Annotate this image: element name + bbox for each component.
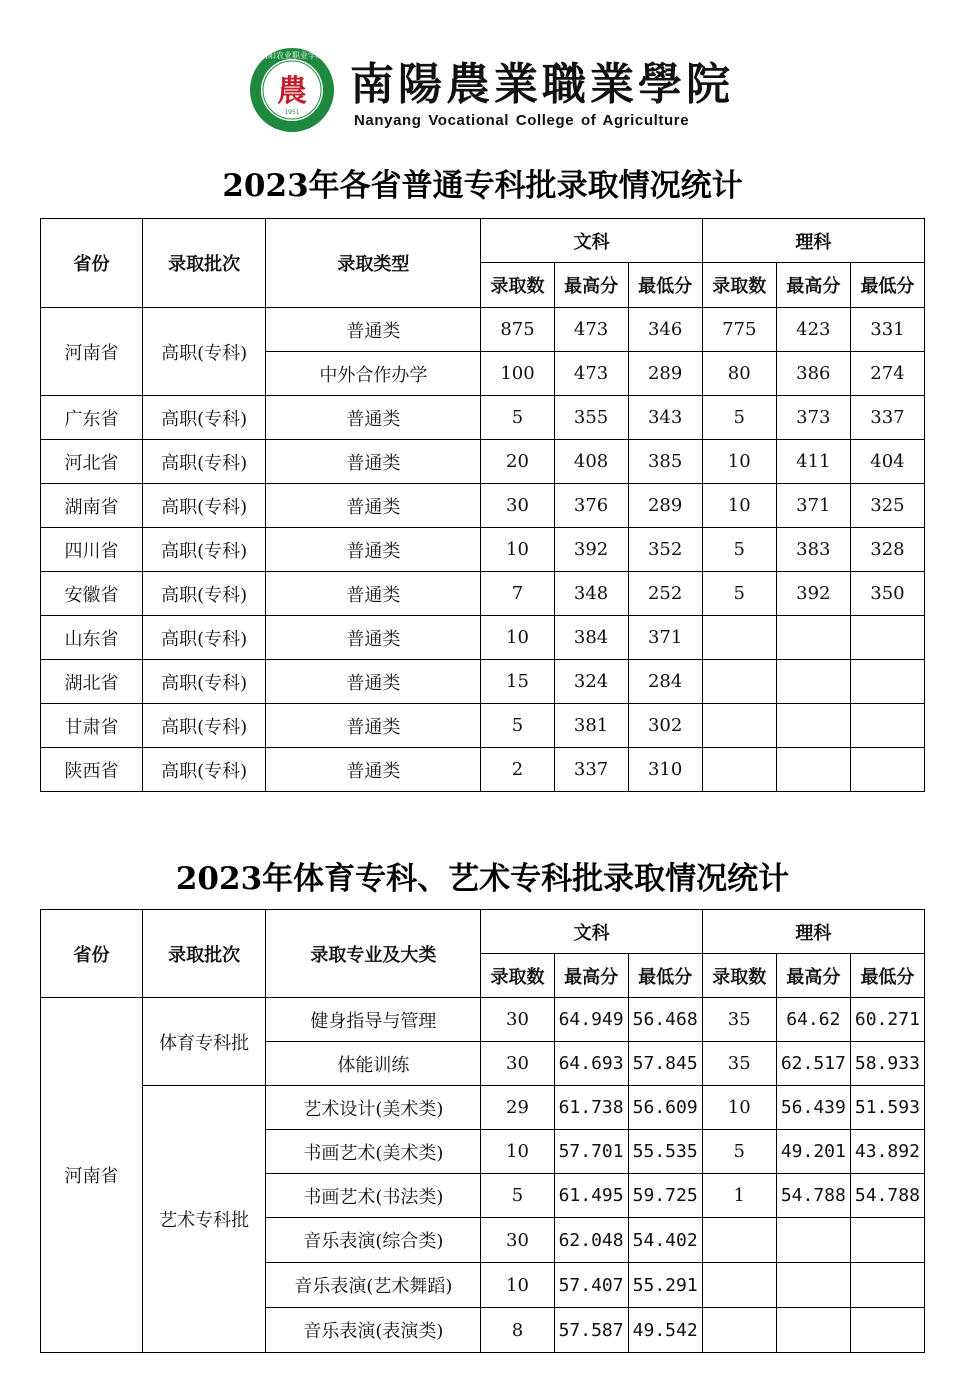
wenke-count-cell: 10	[481, 1130, 554, 1174]
header-wenke-min: 最低分	[628, 954, 702, 998]
type-cell: 普通类	[266, 660, 481, 704]
like-max-cell	[776, 748, 850, 792]
wenke-min-cell: 310	[628, 748, 702, 792]
header-province: 省份	[41, 910, 143, 998]
wenke-count-cell: 7	[481, 572, 554, 616]
like-count-cell	[702, 616, 776, 660]
major-cell: 书画艺术(美术类)	[266, 1130, 481, 1174]
header-like-max: 最高分	[776, 263, 850, 308]
wenke-max-cell: 381	[554, 704, 628, 748]
like-min-cell: 325	[850, 484, 924, 528]
like-count-cell	[702, 1218, 776, 1263]
header-wenke: 文科	[481, 219, 702, 263]
wenke-min-cell: 346	[628, 308, 702, 352]
table-row	[41, 308, 925, 352]
wenke-max-cell: 64.693	[554, 1042, 628, 1086]
like-count-cell: 5	[702, 396, 776, 440]
header-like-min: 最低分	[850, 263, 924, 308]
wenke-count-cell: 2	[481, 748, 554, 792]
province-cell: 安徽省	[41, 572, 143, 616]
like-min-cell: 58.933	[850, 1042, 924, 1086]
province-cell: 甘肃省	[41, 704, 143, 748]
like-min-cell: 60.271	[850, 998, 924, 1042]
like-max-cell	[776, 704, 850, 748]
like-max-cell: 423	[776, 308, 850, 352]
wenke-count-cell: 15	[481, 660, 554, 704]
type-cell: 中外合作办学	[266, 352, 481, 396]
like-min-cell	[850, 616, 924, 660]
like-min-cell	[850, 1263, 924, 1308]
like-count-cell: 775	[702, 308, 776, 352]
wenke-count-cell: 5	[481, 396, 554, 440]
like-max-cell	[776, 660, 850, 704]
wenke-max-cell: 384	[554, 616, 628, 660]
header-wenke-max: 最高分	[554, 263, 628, 308]
wenke-count-cell: 10	[481, 616, 554, 660]
wenke-max-cell: 355	[554, 396, 628, 440]
table-row	[41, 484, 925, 528]
like-max-cell: 371	[776, 484, 850, 528]
table-row	[41, 572, 925, 616]
batch-cell: 高职(专科)	[143, 748, 266, 792]
wenke-min-cell: 55.535	[628, 1130, 702, 1174]
like-count-cell: 35	[702, 998, 776, 1042]
header-like-max: 最高分	[776, 954, 850, 998]
table-row	[41, 748, 925, 792]
wenke-min-cell: 57.845	[628, 1042, 702, 1086]
like-max-cell: 386	[776, 352, 850, 396]
wenke-max-cell: 408	[554, 440, 628, 484]
batch-cell: 艺术专科批	[143, 1086, 266, 1353]
wenke-max-cell: 473	[554, 352, 628, 396]
wenke-count-cell: 29	[481, 1086, 554, 1130]
like-max-cell	[776, 1308, 850, 1353]
header-province: 省份	[41, 219, 143, 308]
table2-title: 2023年体育专科、艺术专科批录取情况统计	[175, 861, 790, 897]
college-header	[248, 46, 734, 138]
like-max-cell: 373	[776, 396, 850, 440]
province-cell: 湖北省	[41, 660, 143, 704]
sports-art-admission-table	[40, 909, 925, 1353]
like-min-cell	[850, 748, 924, 792]
seal-ring-text: 南阳农业职业学院	[260, 51, 324, 60]
province-cell: 陕西省	[41, 748, 143, 792]
header-like-count: 录取数	[702, 954, 776, 998]
wenke-min-cell: 54.402	[628, 1218, 702, 1263]
batch-cell: 高职(专科)	[143, 660, 266, 704]
wenke-min-cell: 302	[628, 704, 702, 748]
wenke-max-cell: 57.407	[554, 1263, 628, 1308]
general-admission-table	[40, 218, 925, 792]
wenke-count-cell: 5	[481, 704, 554, 748]
like-count-cell: 5	[702, 572, 776, 616]
type-cell: 普通类	[266, 396, 481, 440]
wenke-min-cell: 56.609	[628, 1086, 702, 1130]
major-cell: 艺术设计(美术类)	[266, 1086, 481, 1130]
table-row	[41, 660, 925, 704]
type-cell: 普通类	[266, 572, 481, 616]
wenke-min-cell: 343	[628, 396, 702, 440]
table-row	[41, 440, 925, 484]
wenke-count-cell: 875	[481, 308, 554, 352]
header-like-min: 最低分	[850, 954, 924, 998]
college-name-en: Nanyang Vocational College of Agriculture	[354, 112, 690, 129]
header-wenke: 文科	[481, 910, 702, 954]
major-cell: 健身指导与管理	[266, 998, 481, 1042]
table-row	[41, 528, 925, 572]
batch-cell: 高职(专科)	[143, 616, 266, 660]
province-cell: 河北省	[41, 440, 143, 484]
wenke-min-cell: 56.468	[628, 998, 702, 1042]
batch-cell: 体育专科批	[143, 998, 266, 1086]
wenke-min-cell: 49.542	[628, 1308, 702, 1353]
wenke-count-cell: 30	[481, 1042, 554, 1086]
wenke-count-cell: 30	[481, 484, 554, 528]
like-min-cell	[850, 704, 924, 748]
wenke-max-cell: 376	[554, 484, 628, 528]
wenke-min-cell: 59.725	[628, 1174, 702, 1218]
like-max-cell: 64.62	[776, 998, 850, 1042]
major-cell: 音乐表演(综合类)	[266, 1218, 481, 1263]
wenke-min-cell: 284	[628, 660, 702, 704]
like-min-cell	[850, 1308, 924, 1353]
wenke-max-cell: 61.738	[554, 1086, 628, 1130]
like-count-cell: 5	[702, 1130, 776, 1174]
batch-cell: 高职(专科)	[143, 572, 266, 616]
header-wenke-count: 录取数	[481, 954, 554, 998]
like-min-cell: 274	[850, 352, 924, 396]
table-row	[41, 616, 925, 660]
major-cell: 音乐表演(表演类)	[266, 1308, 481, 1353]
like-min-cell	[850, 1218, 924, 1263]
like-count-cell: 10	[702, 440, 776, 484]
type-cell: 普通类	[266, 616, 481, 660]
like-min-cell: 331	[850, 308, 924, 352]
wenke-min-cell: 252	[628, 572, 702, 616]
wenke-count-cell: 30	[481, 1218, 554, 1263]
wenke-max-cell: 57.701	[554, 1130, 628, 1174]
wenke-min-cell: 289	[628, 484, 702, 528]
table-row	[41, 704, 925, 748]
wenke-count-cell: 20	[481, 440, 554, 484]
header-like: 理科	[702, 219, 924, 263]
header-wenke-max: 最高分	[554, 954, 628, 998]
like-min-cell	[850, 660, 924, 704]
like-count-cell: 5	[702, 528, 776, 572]
table-row	[41, 998, 925, 1042]
like-max-cell: 56.439	[776, 1086, 850, 1130]
like-max-cell	[776, 616, 850, 660]
like-count-cell: 80	[702, 352, 776, 396]
batch-cell: 高职(专科)	[143, 484, 266, 528]
like-min-cell: 350	[850, 572, 924, 616]
like-count-cell: 35	[702, 1042, 776, 1086]
wenke-min-cell: 371	[628, 616, 702, 660]
like-count-cell	[702, 748, 776, 792]
type-cell: 普通类	[266, 704, 481, 748]
wenke-min-cell: 352	[628, 528, 702, 572]
type-cell: 普通类	[266, 440, 481, 484]
table-row	[41, 1086, 925, 1130]
wenke-max-cell: 392	[554, 528, 628, 572]
type-cell: 普通类	[266, 308, 481, 352]
like-max-cell: 54.788	[776, 1174, 850, 1218]
wenke-max-cell: 348	[554, 572, 628, 616]
wenke-count-cell: 8	[481, 1308, 554, 1353]
wenke-max-cell: 57.587	[554, 1308, 628, 1353]
like-min-cell: 337	[850, 396, 924, 440]
table1-title: 2023年各省普通专科批录取情况统计	[222, 168, 743, 204]
province-cell: 河南省	[41, 998, 143, 1353]
wenke-min-cell: 385	[628, 440, 702, 484]
like-count-cell	[702, 660, 776, 704]
type-cell: 普通类	[266, 484, 481, 528]
wenke-max-cell: 473	[554, 308, 628, 352]
like-max-cell: 49.201	[776, 1130, 850, 1174]
batch-cell: 高职(专科)	[143, 396, 266, 440]
header-type: 录取类型	[266, 219, 481, 308]
wenke-max-cell: 62.048	[554, 1218, 628, 1263]
province-cell: 河南省	[41, 308, 143, 396]
header-batch: 录取批次	[143, 219, 266, 308]
major-cell: 音乐表演(艺术舞蹈)	[266, 1263, 481, 1308]
wenke-min-cell: 55.291	[628, 1263, 702, 1308]
like-max-cell: 411	[776, 440, 850, 484]
wenke-count-cell: 30	[481, 998, 554, 1042]
like-max-cell: 62.517	[776, 1042, 850, 1086]
wenke-count-cell: 5	[481, 1174, 554, 1218]
wenke-count-cell: 10	[481, 528, 554, 572]
like-count-cell	[702, 704, 776, 748]
header-batch: 录取批次	[143, 910, 266, 998]
header-wenke-count: 录取数	[481, 263, 554, 308]
batch-cell: 高职(专科)	[143, 704, 266, 748]
province-cell: 湖南省	[41, 484, 143, 528]
header-like-count: 录取数	[702, 263, 776, 308]
like-max-cell: 383	[776, 528, 850, 572]
like-count-cell: 1	[702, 1174, 776, 1218]
like-max-cell	[776, 1218, 850, 1263]
type-cell: 普通类	[266, 748, 481, 792]
batch-cell: 高职(专科)	[143, 308, 266, 396]
table-row	[41, 396, 925, 440]
major-cell: 体能训练	[266, 1042, 481, 1086]
wenke-count-cell: 100	[481, 352, 554, 396]
like-count-cell: 10	[702, 484, 776, 528]
like-min-cell: 51.593	[850, 1086, 924, 1130]
college-seal-icon	[248, 46, 336, 134]
province-cell: 广东省	[41, 396, 143, 440]
like-min-cell: 404	[850, 440, 924, 484]
header-wenke-min: 最低分	[628, 263, 702, 308]
like-max-cell: 392	[776, 572, 850, 616]
wenke-max-cell: 64.949	[554, 998, 628, 1042]
wenke-count-cell: 10	[481, 1263, 554, 1308]
like-count-cell: 10	[702, 1086, 776, 1130]
major-cell: 书画艺术(书法类)	[266, 1174, 481, 1218]
batch-cell: 高职(专科)	[143, 440, 266, 484]
seal-year: 1951	[284, 109, 300, 116]
batch-cell: 高职(专科)	[143, 528, 266, 572]
province-cell: 山东省	[41, 616, 143, 660]
like-min-cell: 328	[850, 528, 924, 572]
like-count-cell	[702, 1263, 776, 1308]
seal-char: 農	[277, 74, 307, 109]
wenke-max-cell: 324	[554, 660, 628, 704]
province-cell: 四川省	[41, 528, 143, 572]
like-min-cell: 54.788	[850, 1174, 924, 1218]
wenke-max-cell: 61.495	[554, 1174, 628, 1218]
like-count-cell	[702, 1308, 776, 1353]
header-major: 录取专业及大类	[266, 910, 481, 998]
type-cell: 普通类	[266, 528, 481, 572]
like-min-cell: 43.892	[850, 1130, 924, 1174]
wenke-min-cell: 289	[628, 352, 702, 396]
header-like: 理科	[702, 910, 924, 954]
like-max-cell	[776, 1263, 850, 1308]
wenke-max-cell: 337	[554, 748, 628, 792]
college-name-cn: 南陽農業職業學院	[350, 59, 734, 110]
